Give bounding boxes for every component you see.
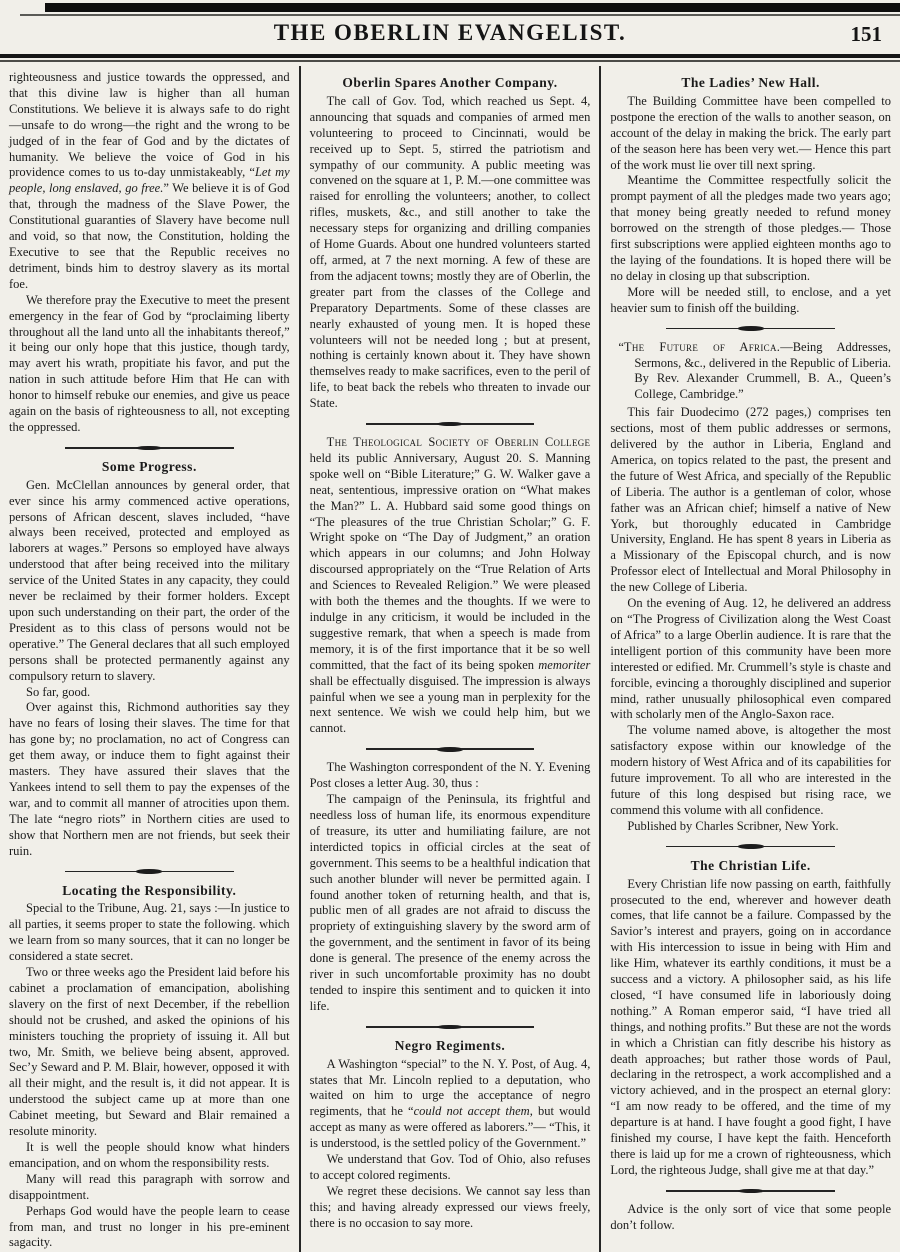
divider-line — [666, 846, 739, 848]
divider-lens — [437, 422, 463, 427]
section-divider — [666, 326, 834, 332]
divider-line — [366, 748, 439, 750]
divider-line — [762, 846, 835, 848]
text-run: , but would accept as many as were offered as laborers.”— “This, it is understood, is the settled policy of the Government.” — [309, 1104, 591, 1151]
header-rule-thick — [0, 54, 900, 58]
divider-line — [762, 328, 835, 330]
text-run: We therefore pray the Executive to meet the present emergency in the fear of God by “proclaiming liberty throughout all the land unto all the inhabitants thereof,” it being our only hope that this justice, though tardy, may avert his wrath, propitiate his favor, and put the nation in such attitude before Him that He can with honor to himself rebuke our enemies, and give us peace again on the basis of righteousness to all, not excepting the oppressed. — [9, 292, 290, 434]
article-heading: Negro Regiments. — [394, 1037, 506, 1053]
text-run: We understand that Gov. Tod of Ohio, also refuses to accept colored regiments. — [309, 1152, 591, 1182]
text-run: More will be needed still, to enclose, and a yet heavier sum to finish off the building. — [610, 284, 892, 315]
paragraph — [9, 70, 290, 293]
text-run: Two or three weeks ago the President laid before his cabinet a proclamation of emancipation, abolishing slavery on the first of next December, if the rebellion should not be crushed, and asked the opinions of his ministers touching the propriety of issuing it. All but two, Mr. Smith, we believe being absent, approved. Sec’y Seward and P. M. Blair, however, opposed it with all their might, and the result is, it did not appear. It is understood the subject came up at more than one Cabinet meeting, but Seward and Blair remained a resolute minority. — [9, 965, 290, 1139]
divider-line — [762, 1190, 835, 1192]
divider-line — [461, 748, 534, 750]
text-run: Every Christian life now passing on earth, faithfully prosecuted to the end, wherever and however death comes, that life cannot be a failure. Compassed by the Savior’s interest and prayers, going on in accordance with His intercession to issue in being with Him and like Him, whatever its earthly conditions, it must be a success and a victory. A philosopher said, as his life closed, “I have consumed life in laboriously doing nothing.” A Roman emperor said, “I have tried all things, and nothing profits.” But these are not the words in which a Christian can fitly describe his history as death approaches; but rather those words of Paul, declaring in the retrospect, a work accomplished and a victory achieved, and in the prospect an eternal glory: “I am now ready to be offered, and the time of my departure is at hand. I have fought a good fight, I have finished my course, I have kept the faith. Henceforth there is laid up for me a crown of righteousness, which Lord, the righteous Judge, shall give me at that day.” — [610, 876, 892, 1177]
article-heading: The Christian Life. — [690, 857, 811, 873]
text-run: A Washington “special” to the N. Y. Post, of Aug. 4, states that Mr. Lincoln replied to a deputation, who waited on him to urge the acceptance of negro regiments, that he “ — [309, 1056, 591, 1119]
section-divider — [65, 869, 233, 875]
text-run: could not accept them — [413, 1104, 530, 1119]
divider-lens — [437, 747, 463, 752]
paragraph — [610, 285, 891, 317]
text-run: Gen. McClellan announces by general order, that ever since his army commenced active operations, persons of African descent, slaves included, “have always been received, protected and employed as laborers at wages.” Persons so employed have always understood that after being received into the military service of the United States in any capacity, they could never be reclaimed by their former holders. Except upon such understanding on their part, the order of the President as to this class of persons would not be operative.” The General declares that all such employed persons shall be protected permanently against any compulsory return to slavery. — [9, 477, 290, 683]
section-divider — [366, 746, 534, 752]
header-rule-thin — [0, 60, 900, 62]
column-3 — [599, 66, 900, 1252]
text-run: We regret these decisions. We cannot say less than this; and having already expressed our views freely, there is no occasion to say more. — [309, 1183, 591, 1230]
paragraph — [9, 1204, 290, 1252]
paragraph — [310, 435, 591, 737]
text-run: Many will read this paragraph with sorrow and disappointment. — [9, 1171, 290, 1202]
paragraph — [9, 1172, 290, 1204]
section-divider — [666, 844, 834, 850]
paragraph — [9, 478, 290, 685]
page-number: 151 — [850, 22, 882, 46]
text-run: The Theological Society of Oberlin College — [326, 435, 591, 450]
divider-line — [366, 423, 439, 425]
column-1 — [0, 66, 299, 1252]
paragraph — [610, 877, 891, 1179]
text-run: shall be effectually disguised. The impression is always painful when we see a young man in perplexity for the next sentence. We wish we could help him, but we cannot. — [309, 673, 591, 736]
paragraph — [610, 596, 891, 723]
divider-lens — [738, 326, 764, 331]
text-run: The Washington correspondent of the N. Y. Evening Post closes a letter Aug. 30, thus : — [309, 760, 591, 791]
divider-line — [461, 1026, 534, 1028]
divider-lens — [437, 1025, 463, 1030]
paragraph — [9, 1140, 290, 1172]
paragraph — [310, 1057, 591, 1152]
text-run: memoriter — [538, 657, 591, 672]
top-rule-bar — [45, 3, 900, 12]
section-divider — [65, 445, 233, 451]
header — [0, 18, 900, 52]
text-run: held its public Anniversary, August 20. S. Manning spoke well on “Bible Literature;” G. W. Walker gave a neat, sententious, impressive oration on “What makes the Man?” L. A. Hubbard said some good things on “The pleasures of the true Christian Scholar;” G. F. Wright spoke on “The Day of Judgment,” an oration which appears in our columns; and John Holway discoursed appropriately on the “True Relation of Arts and Sciences to Revealed Religion.” We were pleased with both the themes and the thoughts. If we were to indulge in any criticism, it would be included in the suggestive remark, that when a speech is made from memory, it is of the first importance that it be so well committed, that the fact of its being spoken — [309, 450, 591, 672]
text-run: Advice is the only sort of vice that some people don’t follow. — [610, 1201, 892, 1232]
text-run: Special to the Tribune, Aug. 21, says :—In justice to all parties, it seems proper to state the following. which we learn from so many sources, that it can no longer be considered a state secret. — [9, 901, 290, 964]
divider-line — [461, 423, 534, 425]
paragraph — [310, 792, 591, 1015]
divider-line — [65, 447, 138, 449]
article-heading: The Ladies’ New Hall. — [681, 75, 820, 90]
paragraph — [310, 94, 591, 412]
paragraph — [610, 723, 891, 818]
divider-line — [366, 1026, 439, 1028]
article-heading: Oberlin Spares Another Company. — [342, 75, 558, 90]
paragraph — [610, 94, 891, 174]
article-heading: Some Progress. — [101, 458, 197, 474]
paragraph — [310, 760, 591, 792]
text-run: ” We believe it is of God that, through the madness of the Slave Power, the Constitutional guaranties of Slavery have become null and void, so that now, the Constitution, holding the Executive to see that the Republic receives no detriment, binds him to destroy slavery as its mortal foe. — [9, 181, 290, 291]
article-heading: Locating the Responsibility. — [62, 882, 237, 898]
text-run: righteousness and justice towards the oppressed, and that this divine law is higher than all human Constitutions. We believe it is always safe to do right —unsafe to do wrong—the right and the wrong to be judged of in the fear of God and by the dictates of humanity. We believe the voice of God in his providence comes to us to-day unmistakeably, “ — [9, 70, 290, 180]
divider-lens — [136, 446, 162, 451]
section-divider — [666, 1188, 834, 1194]
text-run: The Future of Africa. — [623, 339, 781, 354]
divider-lens — [136, 869, 162, 874]
divider-line — [65, 871, 138, 873]
divider-line — [160, 447, 233, 449]
text-run: This fair Duodecimo (272 pages,) comprises ten sections, most of them public addresses or sermons, delivered by the author in Liberia, England and America, on topics related to the past, the present and the future of West Africa, and specially of the Republic of Liberia. The author is a gentleman of color, whose father was an African chief; himself a native of New York, but thoroughly educated in Cambridge University, England. He has spent 8 years in Liberia as a Missionary of the Episcopal church, and is now Professor elect of Intellectual and Moral Philosophy in the new College of Liberia. — [610, 405, 892, 595]
paragraph — [310, 1184, 591, 1232]
section-divider — [366, 1024, 534, 1030]
paragraph — [610, 405, 891, 596]
divider-line — [666, 1190, 739, 1192]
text-run: Let my people, long enslaved, go free. — [9, 165, 290, 196]
paragraph — [9, 901, 290, 965]
column-container — [0, 66, 900, 1252]
text-run: So far, good. — [26, 684, 91, 699]
paragraph — [9, 700, 290, 859]
divider-line — [666, 328, 739, 330]
divider-lens — [738, 844, 764, 849]
text-run: The campaign of the Peninsula, its frightful and needless loss of human life, its enormous expenditure of treasure, its utter and humiliating failure, are not interdicted topics in official circles at the seat of government. This seems to be a healthful indication that such another blunder will never be permitted again. I found another token of returning health, and that is, public men of all grades are not afraid to discuss the propriety of extinguishing slavery by the sword arm of the government, and the sentiment in favor of its being done is general. The presence of the enemy across the river in such uncomfortable proximity has no doubt tended to inspire this sentiment and to quicken it into life. — [309, 792, 591, 1013]
divider-line — [160, 871, 233, 873]
column-2 — [299, 66, 600, 1252]
paragraph — [610, 819, 891, 835]
book-citation — [610, 340, 891, 404]
divider-lens — [738, 1189, 764, 1194]
paragraph — [310, 1152, 591, 1184]
text-run: It is well the people should know what hinders emancipation, and on whom the responsibility rests. — [9, 1140, 290, 1170]
text-run: —Being Addresses, Sermons, &c., delivered in the Republic of Liberia. By Rev. Alexander Crummell, B. A., Queen’s College, Cambridge.” — [634, 339, 892, 402]
text-run: Perhaps God would have the people learn to cease from man, and trust no longer in his pre-eminent sagacity. — [9, 1203, 290, 1250]
text-run: The call of Gov. Tod, which reached us Sept. 4, announcing that squads and companies of armed men volunteering to proceed to Cincinnati, would be received up to Sept. 5, stirred the patriotism and sympathy of our community. A public meeting was convened on the square at 1, P. M.—one committee was raised for enrolling the volunteers; another, to collect rifles, muskets, &c., and still another to take the necessary steps for organizing and drilling companies of Home Guards. About one hundred volunteers started off, armed, at 7 the next morning. A few of these are from the adjacent towns; mostly they are of Oberlin, the greater part from the classes of the College and Preparatory Departments. Some of these classes are nearly exhausted of young men. It is hoped these volunteers will not be needed long ; but at present, nothing is certainly known about it. They have shown themselves ready to make sacrifices, even to the peril of life, to beat back the rebels who threaten to invade our State. — [309, 93, 591, 411]
newspaper-page — [0, 3, 900, 1252]
paragraph — [610, 1202, 891, 1234]
page-title: THE OBERLIN EVANGELIST. — [273, 20, 627, 45]
paragraph — [9, 965, 290, 1140]
paragraph — [9, 685, 290, 701]
text-run: Over against this, Richmond authorities say they have no fears of losing their slaves. The time for that has gone by; no proclamation, no act of Congress can get them away, or induce them to fight against their masters. They have assured their slaves that the Yankees intend to sell them to pay the expenses of the war, and to commit all manner of atrocities upon them. The late “negro riots” in Northern cities are used to show that Northern men are not friends, but seek their ruin. — [9, 700, 290, 858]
text-run: The volume named above, is altogether the most satisfactory expose within our knowledge of the modern history of West Africa and of its capabilities for future improvement. To all who are interested in the future of this long despised but rising race, we commend this volume with all confidence. — [610, 723, 892, 817]
paragraph — [610, 173, 891, 284]
text-run: The Building Committee have been compelled to postpone the erection of the walls to another season, on account of the delay in making the brick. The early part of the season here has been very wet.— Hence this part of the work must lie over till next spring. — [610, 93, 892, 172]
text-run: Meantime the Committee respectfully solicit the prompt payment of all the pledges made two years ago; that money being greatly needed to refund money borrowed on the strength of those pledges.— Those first subscriptions were applied eighteen months ago to the laying of the foundations. It is hoped there will be no delay in closing up that subscription. — [610, 173, 892, 283]
section-divider — [366, 421, 534, 427]
paragraph — [9, 293, 290, 436]
text-run: “ — [618, 339, 624, 354]
text-run: On the evening of Aug. 12, he delivered an address on “The Progress of Civilization along the West Coast of Africa” to a large Oberlin audience. It is rare that the intelligent portion of this community have been more interested or edified. Mr. Crummell’s style is chaste and forcible, evincing a thoroughly disciplined and superior mind, rather unusually philosophical even compared with scholarly men of the Anglo-Saxon race. — [610, 596, 892, 722]
text-run: Published by Charles Scribner, New York. — [627, 818, 839, 833]
top-rule-thin — [20, 14, 900, 16]
